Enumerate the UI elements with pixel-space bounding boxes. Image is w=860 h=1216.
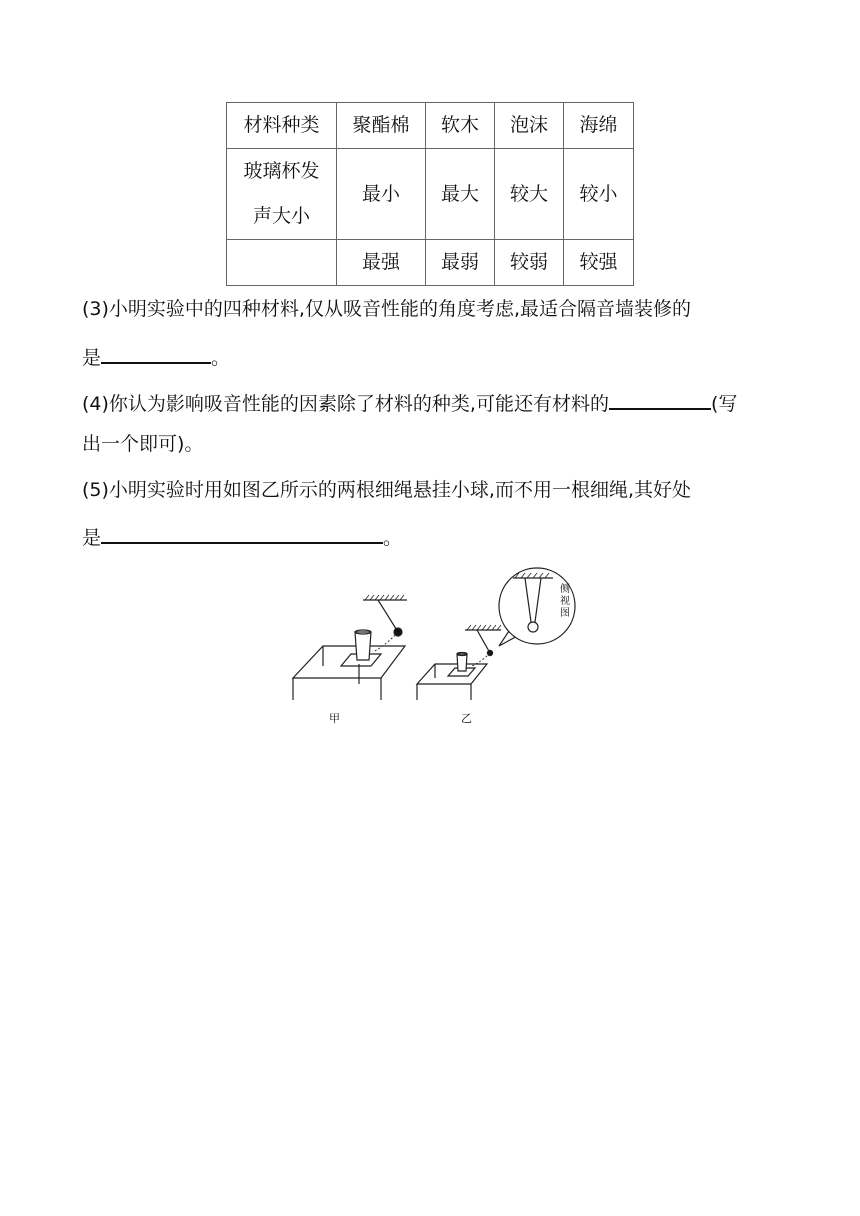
glass-cup (457, 654, 467, 671)
table-row (227, 103, 634, 149)
figure-label-jia: 甲 (329, 712, 340, 725)
string (378, 600, 398, 632)
answer-blank[interactable] (101, 342, 211, 364)
table-header-cell: 软木 (426, 103, 495, 149)
table-cell: 较大 (495, 149, 564, 240)
experiment-figure (285, 560, 585, 734)
question-text: 是 (82, 347, 102, 369)
table-row (227, 149, 634, 240)
table-cell: 最强 (337, 240, 426, 286)
row-label-line: 玻璃杯发 (243, 160, 320, 182)
callout-char: 视 (560, 596, 570, 607)
callout-label (560, 584, 570, 620)
question-3-line1: (3)小明实验中的四种材料,仅从吸音性能的角度考虑,最适合隔音墙装修的 (82, 298, 691, 320)
table-cell: 较强 (564, 240, 634, 286)
glass-cup (355, 632, 371, 660)
question-text: 。 (383, 527, 403, 549)
callout-char: 侧 (560, 584, 570, 595)
question-text: 是 (82, 527, 102, 549)
question-5-line1: (5)小明实验时用如图乙所示的两根细绳悬挂小球,而不用一根细绳,其好处 (82, 479, 691, 501)
setup-yi (417, 568, 575, 700)
table-cell: 最大 (426, 149, 495, 240)
table-top (417, 664, 487, 684)
table-header-cell: 聚酯棉 (337, 103, 426, 149)
table-row (227, 240, 634, 286)
answer-blank[interactable] (609, 388, 711, 410)
question-4-line1 (82, 388, 737, 416)
table-top (293, 646, 405, 678)
table-cell: 最弱 (426, 240, 495, 286)
question-4-line2: 出一个即可)。 (82, 433, 204, 455)
experiment-diagram (285, 560, 585, 730)
question-text: (4)你认为影响吸音性能的因素除了材料的种类,可能还有材料的 (82, 393, 609, 415)
table-cell: 最小 (337, 149, 426, 240)
question-text: 。 (211, 347, 231, 369)
table-row-label (227, 240, 337, 286)
string (477, 630, 490, 653)
table-row-label (227, 149, 337, 240)
setup-jia (293, 595, 407, 700)
row-label-line: 声大小 (252, 205, 310, 227)
table-header-cell: 海绵 (564, 103, 634, 149)
figure-label-yi: 乙 (461, 712, 472, 725)
ceiling-hatch (365, 595, 404, 600)
question-text: (写 (710, 393, 738, 415)
table-header-cell: 材料种类 (227, 103, 337, 149)
answer-blank[interactable] (101, 522, 383, 544)
callout-char: 图 (560, 608, 570, 619)
materials-table (226, 102, 634, 286)
swing-path (373, 632, 398, 652)
table-cell: 较小 (564, 149, 634, 240)
question-3-line2 (82, 342, 230, 370)
question-5-line2 (82, 522, 402, 550)
table-header-cell: 泡沫 (495, 103, 564, 149)
table-cell: 较弱 (495, 240, 564, 286)
